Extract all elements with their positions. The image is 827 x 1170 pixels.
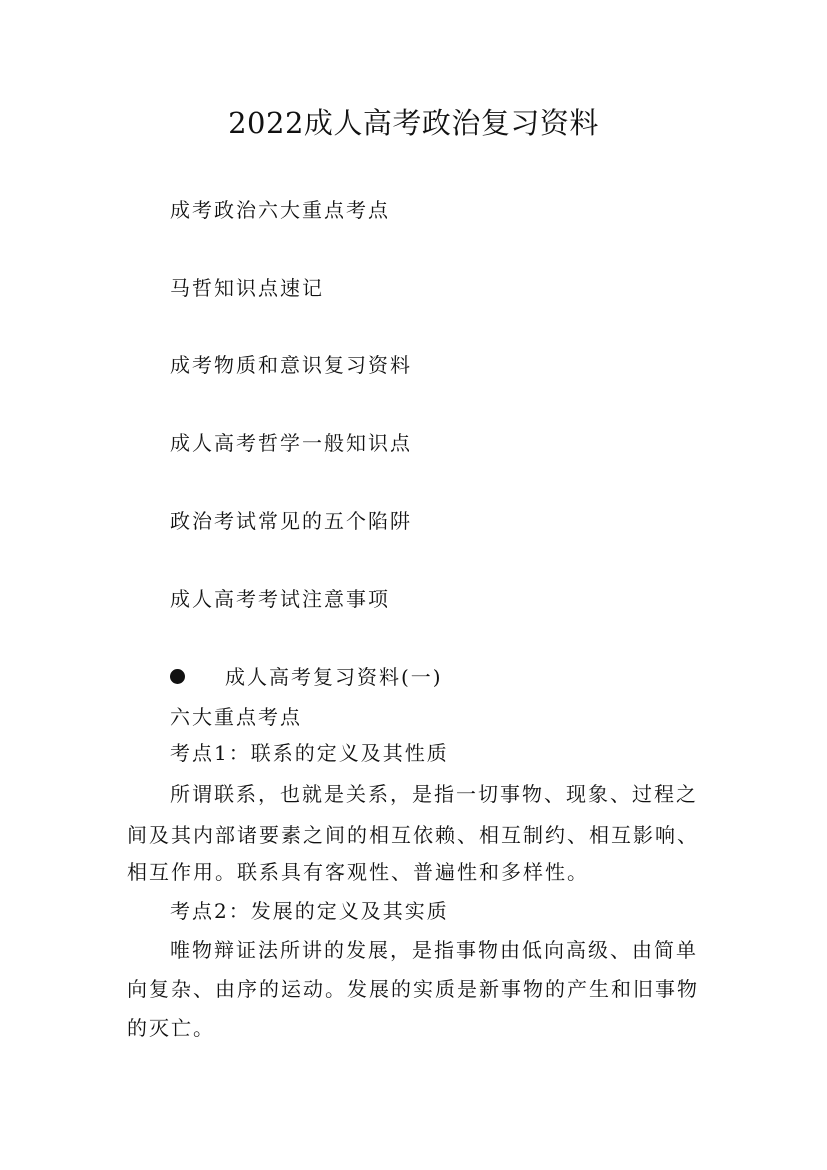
document-title: 2022成人高考政治复习资料 — [228, 106, 599, 140]
paragraph-line: 向复杂、由序的运动。发展的实质是新事物的产生和旧事物 — [127, 977, 699, 1001]
subheading: 六大重点考点 — [170, 705, 302, 729]
section-heading: 成人高考复习资料(一) — [225, 665, 443, 689]
paragraph-line: 间及其内部诸要素之间的相互依赖、相互制约、相互影响、 — [127, 823, 699, 847]
toc-item: 马哲知识点速记 — [170, 276, 324, 300]
paragraph-line: 的灭亡。 — [127, 1016, 215, 1040]
section-heading-line — [170, 662, 443, 692]
toc-item: 政治考试常见的五个陷阱 — [170, 509, 412, 533]
paragraph-line: 唯物辩证法所讲的发展，是指事物由低向高级、由简单 — [170, 938, 698, 962]
point2-title: 考点2：发展的定义及其实质 — [170, 899, 449, 923]
toc-item: 成考物质和意识复习资料 — [170, 353, 412, 377]
paragraph-line: 所谓联系，也就是关系，是指一切事物、现象、过程之 — [170, 782, 698, 806]
toc-item: 成人高考考试注意事项 — [170, 587, 390, 611]
paragraph-line: 相互作用。联系具有客观性、普遍性和多样性。 — [127, 860, 589, 884]
toc-item: 成人高考哲学一般知识点 — [170, 431, 412, 455]
point1-title: 考点1：联系的定义及其性质 — [170, 741, 449, 765]
toc-item: 成考政治六大重点考点 — [170, 198, 390, 222]
bullet-icon — [170, 669, 185, 684]
